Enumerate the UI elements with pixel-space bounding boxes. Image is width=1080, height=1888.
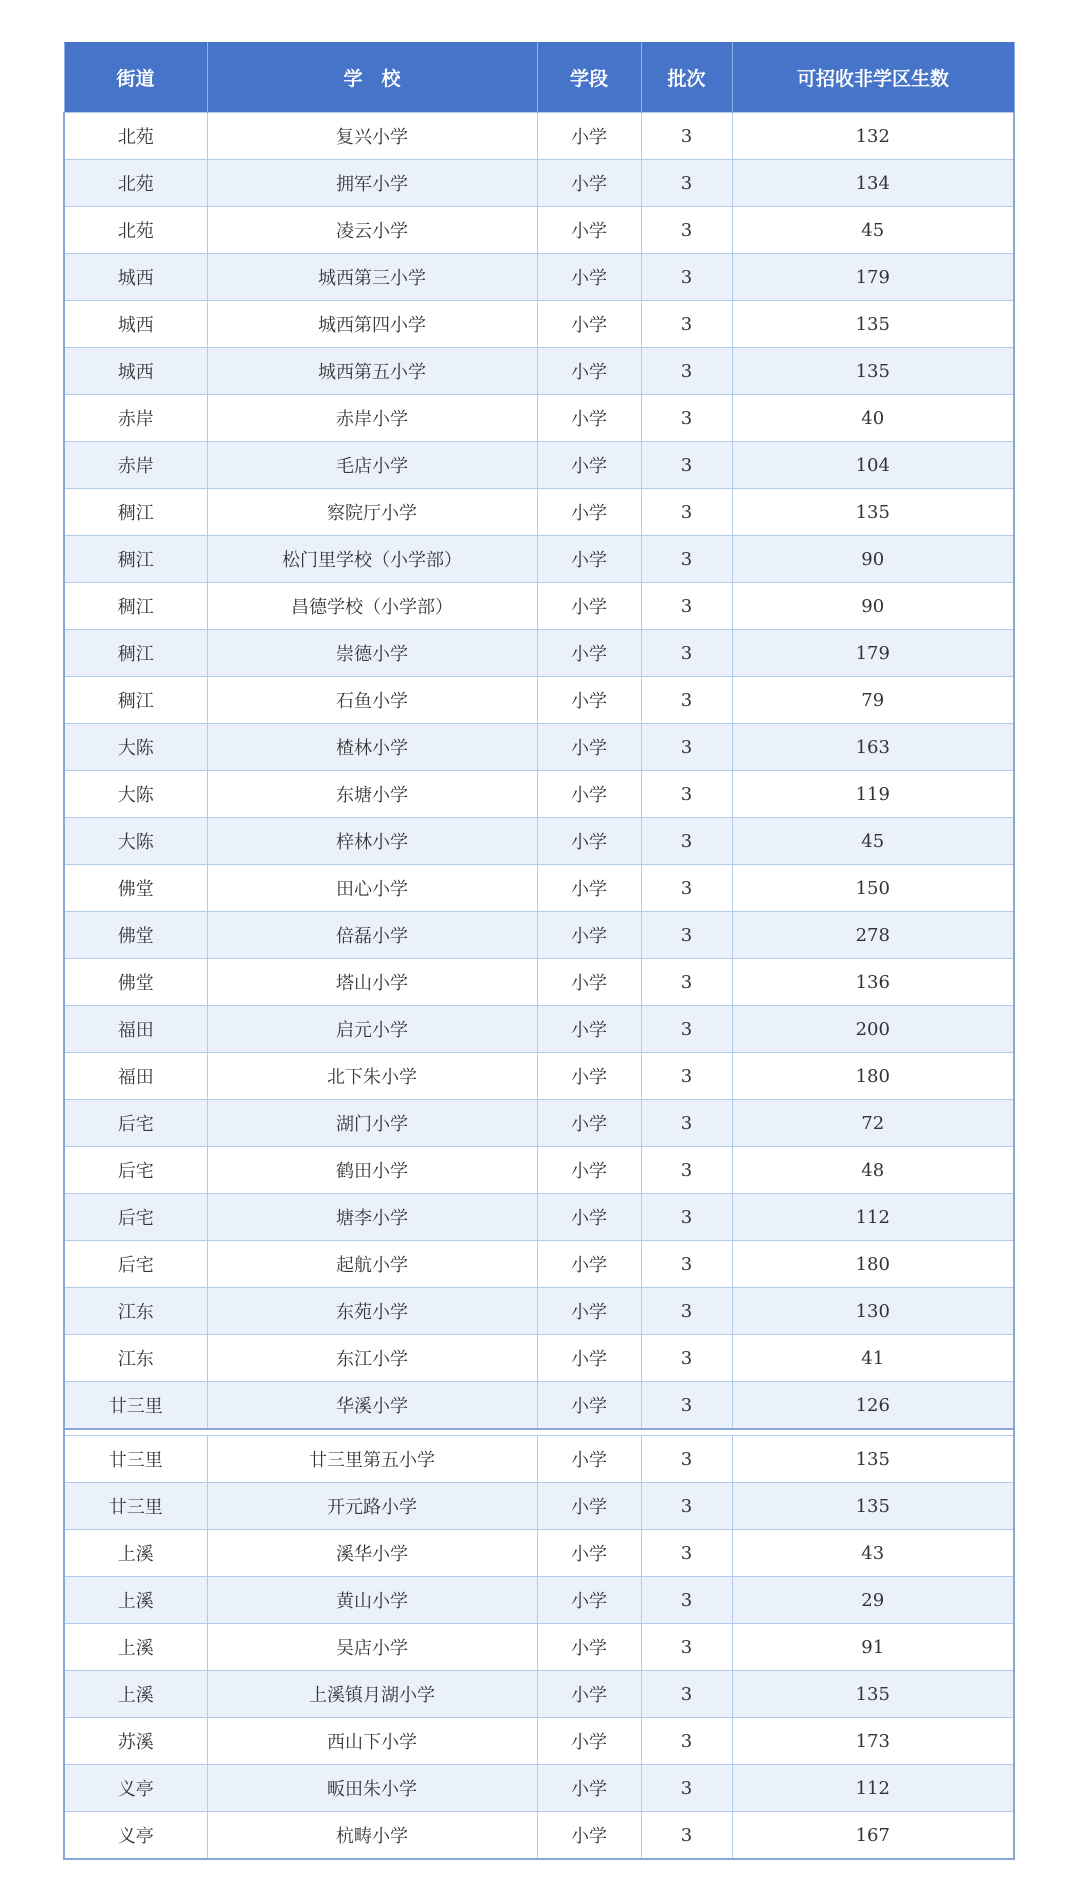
cell-school: 毛店小学	[207, 442, 537, 489]
cell-stage: 小学	[537, 1530, 641, 1577]
cell-street: 佛堂	[64, 959, 207, 1006]
cell-school: 崇德小学	[207, 630, 537, 677]
table-row	[64, 254, 1014, 301]
cell-stage: 小学	[537, 1812, 641, 1860]
table-header	[64, 43, 1014, 113]
cell-stage: 小学	[537, 1335, 641, 1382]
cell-batch: 3	[641, 1765, 732, 1812]
cell-quota: 167	[732, 1812, 1014, 1860]
cell-street: 后宅	[64, 1100, 207, 1147]
cell-quota: 173	[732, 1718, 1014, 1765]
cell-stage: 小学	[537, 348, 641, 395]
table-row	[64, 1765, 1014, 1812]
header-batch: 批次	[641, 43, 732, 113]
cell-quota: 112	[732, 1194, 1014, 1241]
cell-batch: 3	[641, 395, 732, 442]
header-school: 学 校	[207, 43, 537, 113]
cell-school: 华溪小学	[207, 1382, 537, 1430]
cell-school: 廿三里第五小学	[207, 1436, 537, 1483]
cell-school: 黄山小学	[207, 1577, 537, 1624]
cell-school: 开元路小学	[207, 1483, 537, 1530]
cell-stage: 小学	[537, 583, 641, 630]
cell-school: 溪华小学	[207, 1530, 537, 1577]
cell-street: 上溪	[64, 1530, 207, 1577]
cell-school: 梓林小学	[207, 818, 537, 865]
cell-school: 湖门小学	[207, 1100, 537, 1147]
cell-stage: 小学	[537, 1100, 641, 1147]
table-row	[64, 301, 1014, 348]
header-row	[64, 43, 1014, 113]
cell-batch: 3	[641, 1006, 732, 1053]
cell-stage: 小学	[537, 395, 641, 442]
cell-street: 城西	[64, 301, 207, 348]
cell-stage: 小学	[537, 1483, 641, 1530]
cell-street: 北苑	[64, 160, 207, 207]
cell-quota: 90	[732, 536, 1014, 583]
enrollment-table	[63, 42, 1015, 1860]
cell-school: 北下朱小学	[207, 1053, 537, 1100]
cell-school: 田心小学	[207, 865, 537, 912]
table-row	[64, 677, 1014, 724]
cell-batch: 3	[641, 1671, 732, 1718]
cell-quota: 29	[732, 1577, 1014, 1624]
cell-stage: 小学	[537, 1624, 641, 1671]
cell-street: 赤岸	[64, 442, 207, 489]
cell-stage: 小学	[537, 489, 641, 536]
cell-quota: 135	[732, 1436, 1014, 1483]
cell-school: 鹤田小学	[207, 1147, 537, 1194]
cell-batch: 3	[641, 1483, 732, 1530]
cell-school: 城西第四小学	[207, 301, 537, 348]
table-row	[64, 1335, 1014, 1382]
cell-batch: 3	[641, 1241, 732, 1288]
cell-quota: 134	[732, 160, 1014, 207]
cell-school: 塔山小学	[207, 959, 537, 1006]
cell-street: 后宅	[64, 1241, 207, 1288]
cell-stage: 小学	[537, 912, 641, 959]
table-row	[64, 348, 1014, 395]
cell-batch: 3	[641, 160, 732, 207]
cell-quota: 45	[732, 818, 1014, 865]
cell-batch: 3	[641, 1053, 732, 1100]
cell-school: 复兴小学	[207, 113, 537, 160]
table-row	[64, 1483, 1014, 1530]
cell-street: 稠江	[64, 583, 207, 630]
cell-stage: 小学	[537, 1053, 641, 1100]
table-row	[64, 1718, 1014, 1765]
cell-school: 拥军小学	[207, 160, 537, 207]
cell-stage: 小学	[537, 207, 641, 254]
table-row	[64, 1194, 1014, 1241]
cell-school: 城西第三小学	[207, 254, 537, 301]
cell-quota: 90	[732, 583, 1014, 630]
cell-stage: 小学	[537, 301, 641, 348]
cell-school: 畈田朱小学	[207, 1765, 537, 1812]
cell-street: 北苑	[64, 207, 207, 254]
cell-batch: 3	[641, 489, 732, 536]
cell-school: 西山下小学	[207, 1718, 537, 1765]
table-row	[64, 1624, 1014, 1671]
table-row	[64, 724, 1014, 771]
cell-street: 北苑	[64, 113, 207, 160]
cell-quota: 130	[732, 1288, 1014, 1335]
table-row	[64, 1577, 1014, 1624]
cell-quota: 40	[732, 395, 1014, 442]
cell-street: 后宅	[64, 1194, 207, 1241]
cell-school: 起航小学	[207, 1241, 537, 1288]
cell-street: 城西	[64, 254, 207, 301]
cell-quota: 48	[732, 1147, 1014, 1194]
cell-stage: 小学	[537, 1436, 641, 1483]
cell-school: 塘李小学	[207, 1194, 537, 1241]
cell-batch: 3	[641, 771, 732, 818]
cell-batch: 3	[641, 1812, 732, 1860]
table-row	[64, 113, 1014, 160]
cell-quota: 45	[732, 207, 1014, 254]
cell-school: 昌德学校（小学部）	[207, 583, 537, 630]
cell-batch: 3	[641, 865, 732, 912]
cell-stage: 小学	[537, 1241, 641, 1288]
cell-street: 义亭	[64, 1765, 207, 1812]
cell-stage: 小学	[537, 771, 641, 818]
cell-batch: 3	[641, 1577, 732, 1624]
cell-quota: 126	[732, 1382, 1014, 1430]
cell-street: 后宅	[64, 1147, 207, 1194]
header-quota: 可招收非学区生数	[732, 43, 1014, 113]
cell-batch: 3	[641, 583, 732, 630]
table-row	[64, 1812, 1014, 1860]
table-row	[64, 1436, 1014, 1483]
cell-batch: 3	[641, 113, 732, 160]
cell-street: 上溪	[64, 1577, 207, 1624]
cell-school: 松门里学校（小学部）	[207, 536, 537, 583]
cell-stage: 小学	[537, 818, 641, 865]
cell-batch: 3	[641, 959, 732, 1006]
cell-batch: 3	[641, 1436, 732, 1483]
table-row	[64, 207, 1014, 254]
cell-quota: 150	[732, 865, 1014, 912]
cell-school: 启元小学	[207, 1006, 537, 1053]
cell-batch: 3	[641, 677, 732, 724]
cell-quota: 72	[732, 1100, 1014, 1147]
cell-batch: 3	[641, 724, 732, 771]
cell-quota: 135	[732, 1483, 1014, 1530]
cell-quota: 132	[732, 113, 1014, 160]
cell-batch: 3	[641, 1382, 732, 1430]
table-row	[64, 583, 1014, 630]
header-stage: 学段	[537, 43, 641, 113]
cell-school: 吴店小学	[207, 1624, 537, 1671]
cell-street: 福田	[64, 1053, 207, 1100]
cell-street: 大陈	[64, 818, 207, 865]
cell-stage: 小学	[537, 1147, 641, 1194]
cell-street: 苏溪	[64, 1718, 207, 1765]
cell-school: 杭畴小学	[207, 1812, 537, 1860]
cell-quota: 135	[732, 489, 1014, 536]
cell-batch: 3	[641, 912, 732, 959]
cell-school: 倍磊小学	[207, 912, 537, 959]
cell-stage: 小学	[537, 677, 641, 724]
cell-street: 稠江	[64, 489, 207, 536]
cell-quota: 135	[732, 1671, 1014, 1718]
cell-quota: 200	[732, 1006, 1014, 1053]
cell-quota: 135	[732, 348, 1014, 395]
table-row	[64, 959, 1014, 1006]
cell-stage: 小学	[537, 630, 641, 677]
cell-school: 察院厅小学	[207, 489, 537, 536]
cell-stage: 小学	[537, 113, 641, 160]
cell-school: 楂林小学	[207, 724, 537, 771]
table-row	[64, 912, 1014, 959]
cell-batch: 3	[641, 1335, 732, 1382]
table-row	[64, 1382, 1014, 1430]
cell-street: 稠江	[64, 677, 207, 724]
cell-stage: 小学	[537, 1382, 641, 1430]
cell-batch: 3	[641, 301, 732, 348]
cell-stage: 小学	[537, 1288, 641, 1335]
cell-batch: 3	[641, 1147, 732, 1194]
cell-quota: 278	[732, 912, 1014, 959]
cell-quota: 79	[732, 677, 1014, 724]
cell-street: 城西	[64, 348, 207, 395]
cell-batch: 3	[641, 1624, 732, 1671]
cell-stage: 小学	[537, 1671, 641, 1718]
table-body	[64, 113, 1014, 1860]
table-row	[64, 442, 1014, 489]
cell-street: 廿三里	[64, 1483, 207, 1530]
cell-street: 稠江	[64, 630, 207, 677]
table-row	[64, 395, 1014, 442]
cell-stage: 小学	[537, 865, 641, 912]
table-row	[64, 1100, 1014, 1147]
cell-batch: 3	[641, 254, 732, 301]
cell-quota: 179	[732, 254, 1014, 301]
cell-batch: 3	[641, 536, 732, 583]
cell-stage: 小学	[537, 724, 641, 771]
cell-quota: 180	[732, 1241, 1014, 1288]
cell-street: 大陈	[64, 771, 207, 818]
cell-quota: 43	[732, 1530, 1014, 1577]
cell-street: 江东	[64, 1288, 207, 1335]
cell-batch: 3	[641, 1288, 732, 1335]
table-row	[64, 1671, 1014, 1718]
cell-street: 上溪	[64, 1671, 207, 1718]
table-row	[64, 160, 1014, 207]
cell-school: 东苑小学	[207, 1288, 537, 1335]
cell-quota: 135	[732, 301, 1014, 348]
cell-school: 东塘小学	[207, 771, 537, 818]
cell-street: 江东	[64, 1335, 207, 1382]
table-row	[64, 1006, 1014, 1053]
cell-street: 赤岸	[64, 395, 207, 442]
table-row	[64, 865, 1014, 912]
table-row	[64, 818, 1014, 865]
cell-batch: 3	[641, 630, 732, 677]
cell-stage: 小学	[537, 1006, 641, 1053]
cell-street: 义亭	[64, 1812, 207, 1860]
cell-school: 石鱼小学	[207, 677, 537, 724]
cell-street: 福田	[64, 1006, 207, 1053]
enrollment-table-wrapper	[63, 42, 1013, 1860]
cell-street: 稠江	[64, 536, 207, 583]
cell-street: 大陈	[64, 724, 207, 771]
cell-stage: 小学	[537, 959, 641, 1006]
cell-batch: 3	[641, 1100, 732, 1147]
table-row	[64, 630, 1014, 677]
table-row	[64, 771, 1014, 818]
cell-street: 上溪	[64, 1624, 207, 1671]
table-row	[64, 1147, 1014, 1194]
cell-quota: 136	[732, 959, 1014, 1006]
cell-stage: 小学	[537, 1577, 641, 1624]
cell-school: 上溪镇月湖小学	[207, 1671, 537, 1718]
cell-quota: 112	[732, 1765, 1014, 1812]
header-street: 街道	[64, 43, 207, 113]
cell-quota: 163	[732, 724, 1014, 771]
cell-quota: 179	[732, 630, 1014, 677]
cell-batch: 3	[641, 207, 732, 254]
cell-stage: 小学	[537, 1765, 641, 1812]
table-row	[64, 489, 1014, 536]
cell-quota: 91	[732, 1624, 1014, 1671]
table-row	[64, 1241, 1014, 1288]
table-row	[64, 1288, 1014, 1335]
cell-school: 城西第五小学	[207, 348, 537, 395]
cell-batch: 3	[641, 1194, 732, 1241]
cell-school: 东江小学	[207, 1335, 537, 1382]
table-row	[64, 1530, 1014, 1577]
cell-stage: 小学	[537, 536, 641, 583]
cell-stage: 小学	[537, 160, 641, 207]
cell-batch: 3	[641, 818, 732, 865]
cell-quota: 104	[732, 442, 1014, 489]
cell-batch: 3	[641, 348, 732, 395]
cell-street: 佛堂	[64, 912, 207, 959]
cell-school: 赤岸小学	[207, 395, 537, 442]
table-row	[64, 536, 1014, 583]
cell-school: 凌云小学	[207, 207, 537, 254]
cell-street: 廿三里	[64, 1436, 207, 1483]
cell-street: 廿三里	[64, 1382, 207, 1430]
cell-stage: 小学	[537, 1194, 641, 1241]
table-row	[64, 1053, 1014, 1100]
cell-quota: 41	[732, 1335, 1014, 1382]
cell-stage: 小学	[537, 1718, 641, 1765]
cell-stage: 小学	[537, 254, 641, 301]
cell-batch: 3	[641, 442, 732, 489]
cell-quota: 119	[732, 771, 1014, 818]
cell-quota: 180	[732, 1053, 1014, 1100]
cell-batch: 3	[641, 1530, 732, 1577]
cell-batch: 3	[641, 1718, 732, 1765]
cell-street: 佛堂	[64, 865, 207, 912]
cell-stage: 小学	[537, 442, 641, 489]
